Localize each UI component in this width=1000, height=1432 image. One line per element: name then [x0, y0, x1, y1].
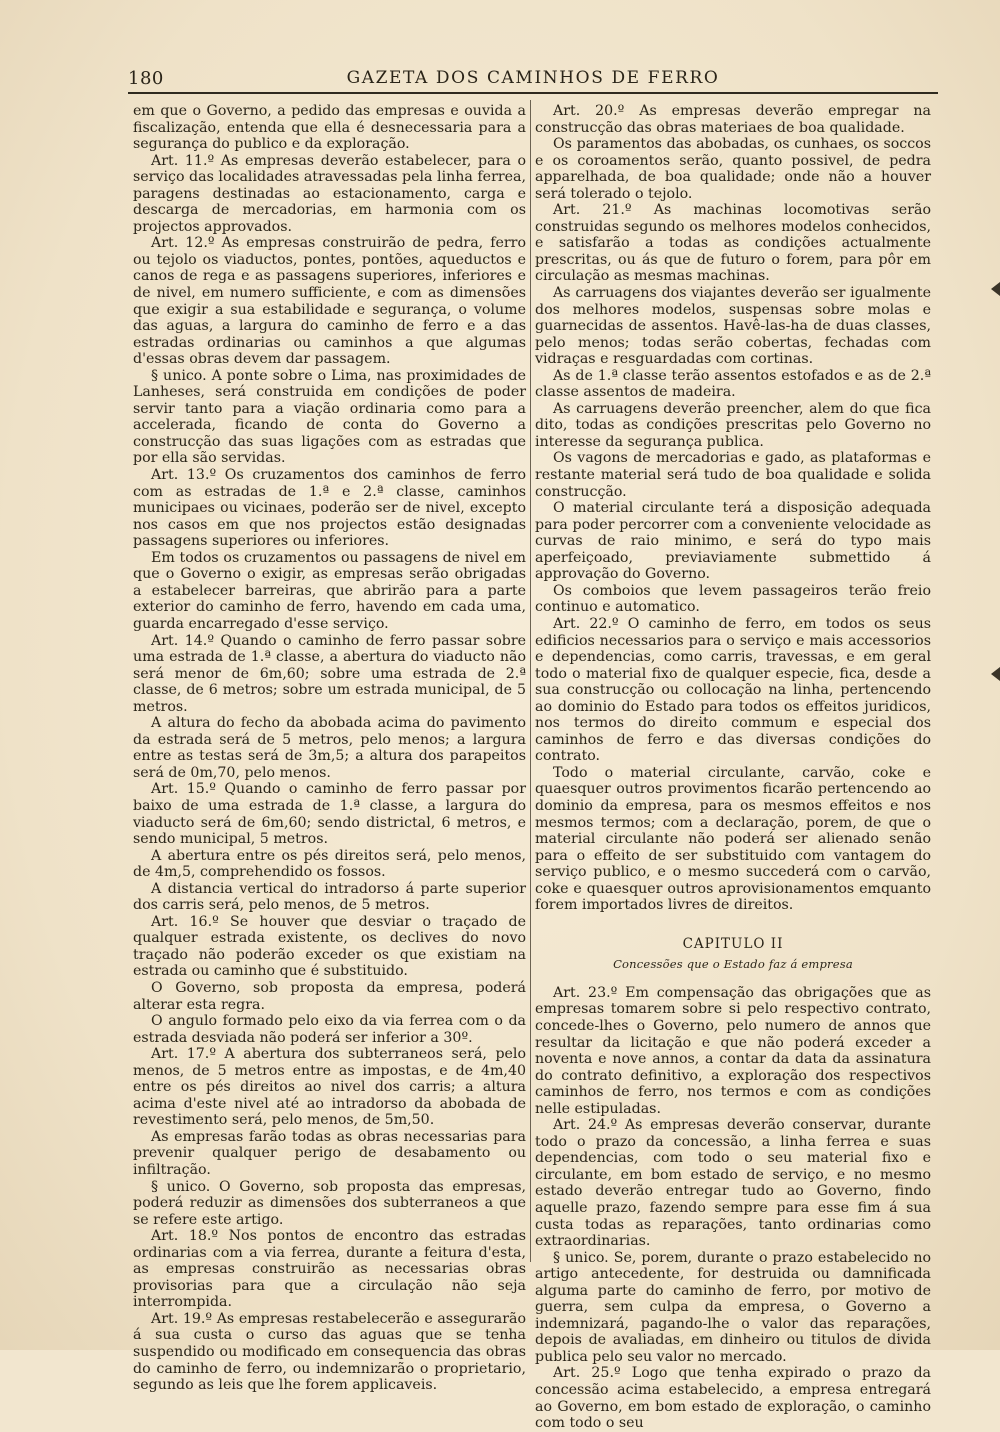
column-divider	[530, 100, 531, 1262]
paragraph: Art. 14.º Quando o caminho de ferro passar sobre uma estrada de 1.ª classe, a abertura do viaducto não será menor de 6m,60; sobre uma estrada de 2.ª classe, de 6 metros; sobre um estrada municipal, de 5 metros.	[133, 632, 526, 715]
paragraph: Todo o material circulante, carvão, coke e quaesquer outros provimentos ficarão pertencendo ao dominio da empresa, para os mesmos effeitos e nos mesmos termos; com a declaração, porem, de que o material circulante não poderá ser alienado senão para o effeito de ser substituido com vantagem do serviço publico, e o mesmo succederá com o carvão, coke e quaesquer outros aprovisionamentos emquanto forem importados livres de direitos.	[535, 764, 931, 914]
binding-mark-icon	[991, 667, 1000, 681]
paragraph: As de 1.ª classe terão assentos estofados e as de 2.ª classe assentos de madeira.	[535, 367, 931, 401]
paragraph: § unico. Se, porem, durante o prazo estabelecido no artigo antecedente, for destruida ou damnificada alguma parte do caminho de ferro, por motivo de guerra, sem culpa da empresa, o Governo a indemnizará, pagando-lhe o valor das reparações, depois de avaliadas, em dinheiro ou titulos de divida publica pelo seu valor no mercado.	[535, 1249, 931, 1365]
paragraph: A distancia vertical do intradorso á parte superior dos carris será, pelo menos, de 5 metros.	[133, 880, 526, 914]
paragraph: As empresas farão todas as obras necessarias para prevenir qualquer perigo de desabamento ou infiltração.	[133, 1128, 526, 1178]
paragraph: Os vagons de mercadorias e gado, as plataformas e restante material será tudo de boa qualidade e solida construcção.	[535, 450, 931, 500]
paragraph: Art. 13.º Os cruzamentos dos caminhos de ferro com as estradas de 1.ª e 2.ª classe, caminhos municipaes ou vicinaes, poderão ser de nivel, excepto nos casos em que nos projectos estão designadas passagens superiores ou inferiores.	[133, 467, 526, 550]
paragraph: Os comboios que levem passageiros terão freio continuo e automatico.	[535, 582, 931, 616]
paragraph: § unico. A ponte sobre o Lima, nas proximidades de Lanheses, será construida em condições de poder servir tanto para a viação ordinaria como para a accelerada, ficando de conta do Governo a construcção das suas ligações com as estradas que por ella são servidas.	[133, 367, 526, 467]
paragraph: Art. 20.º As empresas deverão empregar na construcção das obras materiaes de boa qualidade.	[535, 103, 931, 136]
paragraph: O material circulante terá a disposição adequada para poder percorrer com a conveniente velocidade as curvas de raio minimo, e será do typo mais aperfeiçoado, previaviamente submettido á approvação do Governo.	[535, 500, 931, 583]
paragraph: Art. 25.º Logo que tenha expirado o prazo da concessão acima estabelecido, a empresa entregará ao Governo, em bom estado de exploração, o caminho com todo o seu	[535, 1365, 931, 1432]
paragraph: Art. 15.º Quando o caminho de ferro passar por baixo de uma estrada de 1.ª classe, a largura do viaducto será de 6m,60; sendo districtal, 6 metros, e sendo municipal, 5 metros.	[133, 781, 526, 848]
paragraph: As carruagens dos viajantes deverão ser igualmente dos melhores modelos, suspensas sobre molas e guarnecidas de assentos. Havê-las-ha de duas classes, pelo menos; todas serão cobertas, fechadas com vidraças e resguardadas com cortinas.	[535, 285, 931, 368]
paragraph: O Governo, sob proposta da empresa, poderá alterar esta regra.	[133, 979, 526, 1013]
paragraph: Art. 12.º As empresas construirão de pedra, ferro ou tejolo os viaductos, pontes, pontões, aqueductos e canos de rega e as passagens superiores, inferiores e de nivel, em numero sufficiente, e com as dimensões que exigir a sua estabilidade e segurança, o volume das aguas, a largura do caminho de ferro e a das estradas ordinarias ou caminhos a que algumas d'essas obras devem dar passagem.	[133, 235, 526, 368]
journal-title: GAZETA DOS CAMINHOS DE FERRO	[346, 68, 720, 88]
binding-mark-icon	[991, 282, 1000, 296]
paragraph: A altura do fecho da abobada acima do pavimento da estrada será de 5 metros, pelo menos; a largura entre as testas será de 3m,5; a altura dos parapeitos será de 0m,70, pelo menos.	[133, 715, 526, 781]
paragraph: § unico. O Governo, sob proposta das empresas, poderá reduzir as dimensões dos subterraneos a que se refere este artigo.	[133, 1178, 526, 1228]
chapter-subtitle: Concessões que o Estado faz á empresa	[613, 957, 853, 972]
paragraph: em que o Governo, a pedido das empresas e ouvida a fiscalização, entenda que ella é desnecessaria para a segurança do publico e da exploração.	[133, 103, 526, 153]
paragraph: Art. 11.º As empresas deverão estabelecer, para o serviço das localidades atravessadas pela linha ferrea, paragens destinadas ao estacionamento, carga e descarga de mercadorias, em harmonia com os projectos approvados.	[133, 152, 526, 235]
paragraph: Em todos os cruzamentos ou passagens de nivel em que o Governo o exigir, as empresas serão obrigadas a estabelecer barreiras, que abrirão para a parte exterior do caminho de ferro, havendo em cada uma, guarda encarregado d'esse serviço.	[133, 549, 526, 632]
left-column	[133, 103, 526, 1394]
paragraph: Art. 21.º As machinas locomotivas serão construidas segundo os melhores modelos conhecidos, e satisfarão a todas as condições actualmente prescritas, ou ás que de futuro o forem, para pôr em circulação as mesmas machinas.	[535, 202, 931, 285]
header-rule	[128, 92, 938, 94]
chapter-title: CAPITULO II	[682, 935, 784, 952]
right-column	[535, 103, 931, 1432]
paragraph: Art. 22.º O caminho de ferro, em todos os seus edificios necessarios para o serviço e mais accessorios e dependencias, como carris, travessas, e em geral todo o material fixo de qualquer especie, fica, desde a sua construcção ou collocação na linha, pertencendo ao dominio do Estado para todos os effeitos juridicos, nos termos do direito commum e especial dos caminhos de ferro e das diversas condições do contrato.	[535, 615, 931, 765]
paragraph: Art. 17.º A abertura dos subterraneos será, pelo menos, de 5 metros entre as impostas, e de 4m,40 entre os pés direitos ao nivel dos carris; a altura acima d'este nivel até ao intradorso da abobada de revestimento será, pelo menos, de 5m,50.	[133, 1046, 526, 1129]
paragraph: A abertura entre os pés direitos será, pelo menos, de 4m,5, comprehendido os fossos.	[133, 847, 526, 881]
paragraph: Art. 16.º Se houver que desviar o traçado de qualquer estrada existente, os declives do novo traçado não poderão exceder os que existiam na estrada ou caminho que é substituido.	[133, 913, 526, 980]
paragraph: Art. 24.º As empresas deverão conservar, durante todo o prazo da concessão, a linha ferrea e suas dependencias, com todo o seu material fixo e circulante, em bom estado de serviço, e no mesmo estado deverão entregar tudo ao Governo, findo aquelle prazo, fazendo sempre para esse fim á sua custa todas as reparações, tanto ordinarias como extraordinarias.	[535, 1117, 931, 1250]
paragraph: O angulo formado pelo eixo da via ferrea com o da estrada desviada não poderá ser inferior a 30º.	[133, 1013, 526, 1046]
paragraph: Art. 18.º Nos pontos de encontro das estradas ordinarias com a via ferrea, durante a feitura d'esta, as empresas construirão as necessarias obras provisorias para que a circulação não seja interrompida.	[133, 1228, 526, 1311]
paragraph: As carruagens deverão preencher, alem do que fica dito, todas as condições prescritas pelo Governo no interesse da segurança publica.	[535, 400, 931, 450]
paragraph: Art. 23.º Em compensação das obrigações que as empresas tomarem sobre si pelo respectivo contrato, concede-lhes o Governo, pelo numero de annos que resultar da licitação e que não poderá exceder a noventa e nove annos, a contar da data da assinatura do contrato definitivo, a exploração dos respectivos caminhos de ferro, nos termos e com as condições nelle estipuladas.	[535, 984, 931, 1117]
paragraph: Art. 19.º As empresas restabelecerão e assegurarão á sua custa o curso das aguas que se tenha suspendido ou modificado em consequencia das obras do caminho de ferro, ou indemnizarão o proprietario, segundo as leis que lhe forem applicaveis.	[133, 1310, 526, 1394]
page-number: 180	[128, 68, 164, 89]
paragraph: Os paramentos das abobadas, os cunhaes, os soccos e os coroamentos serão, quanto possivel, de pedra apparelhada, de boa qualidade; onde não a houver será tolerado o tejolo.	[535, 136, 931, 202]
